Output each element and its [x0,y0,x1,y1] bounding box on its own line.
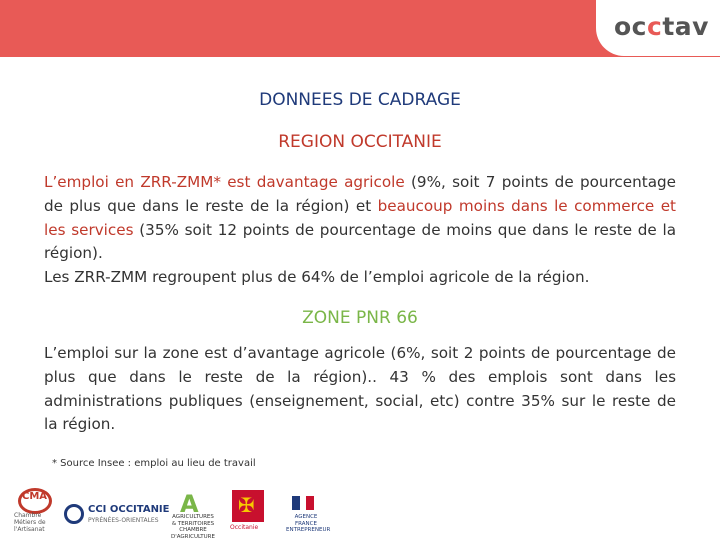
occitanie-logo-caption: Occitanie [230,524,259,531]
partner-logos [0,482,720,540]
agri-logo-icon: A [180,490,199,518]
footnote: * Source Insee : emploi au lieu de travail [52,458,256,469]
region-paragraph [44,171,676,266]
logo-accent: c [647,12,663,41]
zone-paragraph: L’emploi sur la zone est d’avantage agricole (6%, soit 2 points de pourcentage de plus que dans le reste de la région).. 43 % des emplois sont dans les administrations publiques (enseignement, social, etc) contre 35% sur le reste de la région. [44,344,676,434]
france-flag-red-icon [306,496,314,510]
logo-suffix: tav [662,12,709,41]
cma-logo-mark: CMA [22,491,48,502]
agri-logo-caption: AGRICULTURES & TERRITOIRES CHAMBRE D'AGRICULTURE [171,514,215,540]
region-heading: REGION OCCITANIE [278,132,442,152]
region-text-highlight-2: beaucoup moins dans le commerce et les services [44,196,676,239]
zone-heading: ZONE PNR 66 [302,308,418,328]
page-title: DONNEES DE CADRAGE [259,90,461,110]
region-text-4: (35% soit 12 points de pourcentage de moins que dans le reste de la région). [44,220,676,263]
region-paragraph-2: Les ZRR-ZMM regroupent plus de 64% de l’emploi agricole de la région. [44,268,590,286]
cci-logo-caption: PYRÉNÉES-ORIENTALES [88,517,159,524]
region-text-2: (9%, soit 7 points de pourcentage de plus que dans le reste de la région) et [44,173,676,215]
cci-logo-icon [64,504,84,524]
cci-logo-mark: CCI OCCITANIE [88,504,170,515]
france-logo-caption: AGENCE FRANCE ENTREPRENEUR [286,514,331,533]
region-text-highlight-1: L’emploi en ZRR-ZMM* est davantage agricole [44,173,405,191]
occitanie-cross-icon: ✠ [238,493,255,517]
logo-prefix: oc [614,12,647,41]
cma-logo-caption: Chambre Métiers de l'Artisanat [14,512,46,533]
octav-logo[interactable] [614,12,709,41]
france-flag-blue-icon [292,496,300,510]
